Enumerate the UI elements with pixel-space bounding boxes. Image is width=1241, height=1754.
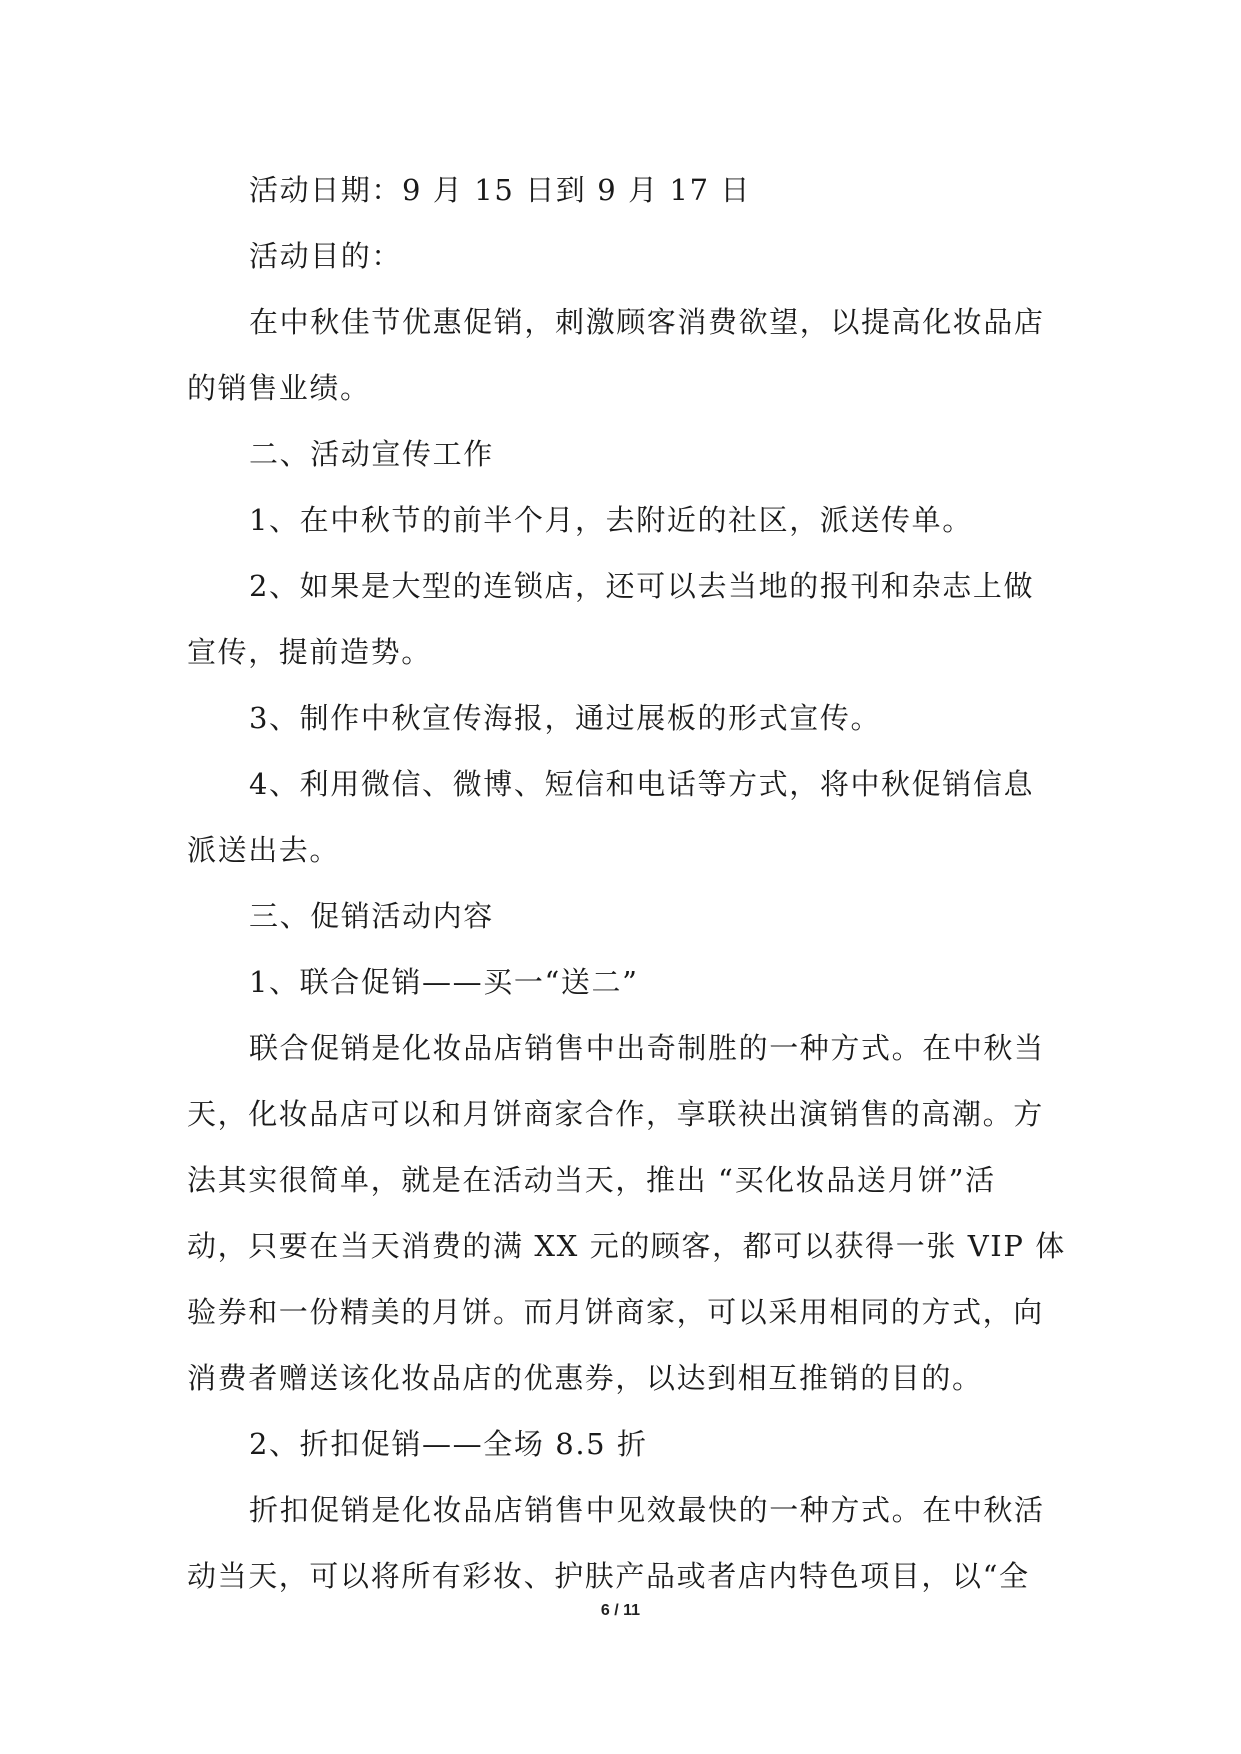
section-heading-activities: 三、促销活动内容 [249,899,494,933]
page-number: 6 / 11 [600,1602,641,1619]
promotion-item-1: 1、在中秋节的前半个月，去附近的社区，派送传单。 [249,503,973,537]
joint-promotion-paragraph-line: 动，只要在当天消费的满 XX 元的顾客，都可以获得一张 VIP 体 [187,1229,1066,1263]
discount-promotion-paragraph-line: 动当天，可以将所有彩妆、护肤产品或者店内特色项目，以“全 [187,1559,1030,1593]
promotion-item-2-continued: 宣传，提前造势。 [187,635,432,669]
promotion-item-2: 2、如果是大型的连锁店，还可以去当地的报刊和杂志上做 [249,569,1035,603]
joint-promotion-paragraph-line: 联合促销是化妆品店销售中出奇制胜的一种方式。在中秋当 [249,1031,1045,1065]
document-body [187,157,1066,1609]
promotion-item-3: 3、制作中秋宣传海报，通过展板的形式宣传。 [249,701,882,735]
promotion-item-4: 4、利用微信、微博、短信和电话等方式，将中秋促销信息 [249,767,1035,801]
discount-promotion-paragraph-line: 折扣促销是化妆品店销售中见效最快的一种方式。在中秋活 [249,1493,1045,1527]
joint-promotion-paragraph-line: 验券和一份精美的月饼。而月饼商家，可以采用相同的方式，向 [187,1295,1044,1329]
purpose-paragraph-line: 在中秋佳节优惠促销，刺激顾客消费欲望，以提高化妆品店 [249,305,1045,339]
purpose-paragraph-line: 的销售业绩。 [187,371,371,405]
subheading-joint-promotion: 1、联合促销——买一“送二” [249,965,639,999]
subheading-discount-promotion: 2、折扣促销——全场 8.5 折 [249,1427,648,1461]
joint-promotion-paragraph-line: 法其实很简单，就是在活动当天，推出 “买化妆品送月饼”活 [187,1163,996,1197]
section-heading-promotion: 二、活动宣传工作 [249,437,494,471]
activity-date-line: 活动日期：9 月 15 日到 9 月 17 日 [249,173,752,207]
joint-promotion-paragraph-line: 消费者赠送该化妆品店的优惠券，以达到相互推销的目的。 [187,1361,983,1395]
joint-promotion-paragraph-line: 天，化妆品店可以和月饼商家合作，享联袂出演销售的高潮。方 [187,1097,1044,1131]
promotion-item-4-continued: 派送出去。 [187,833,341,867]
activity-purpose-heading: 活动目的： [249,239,403,273]
